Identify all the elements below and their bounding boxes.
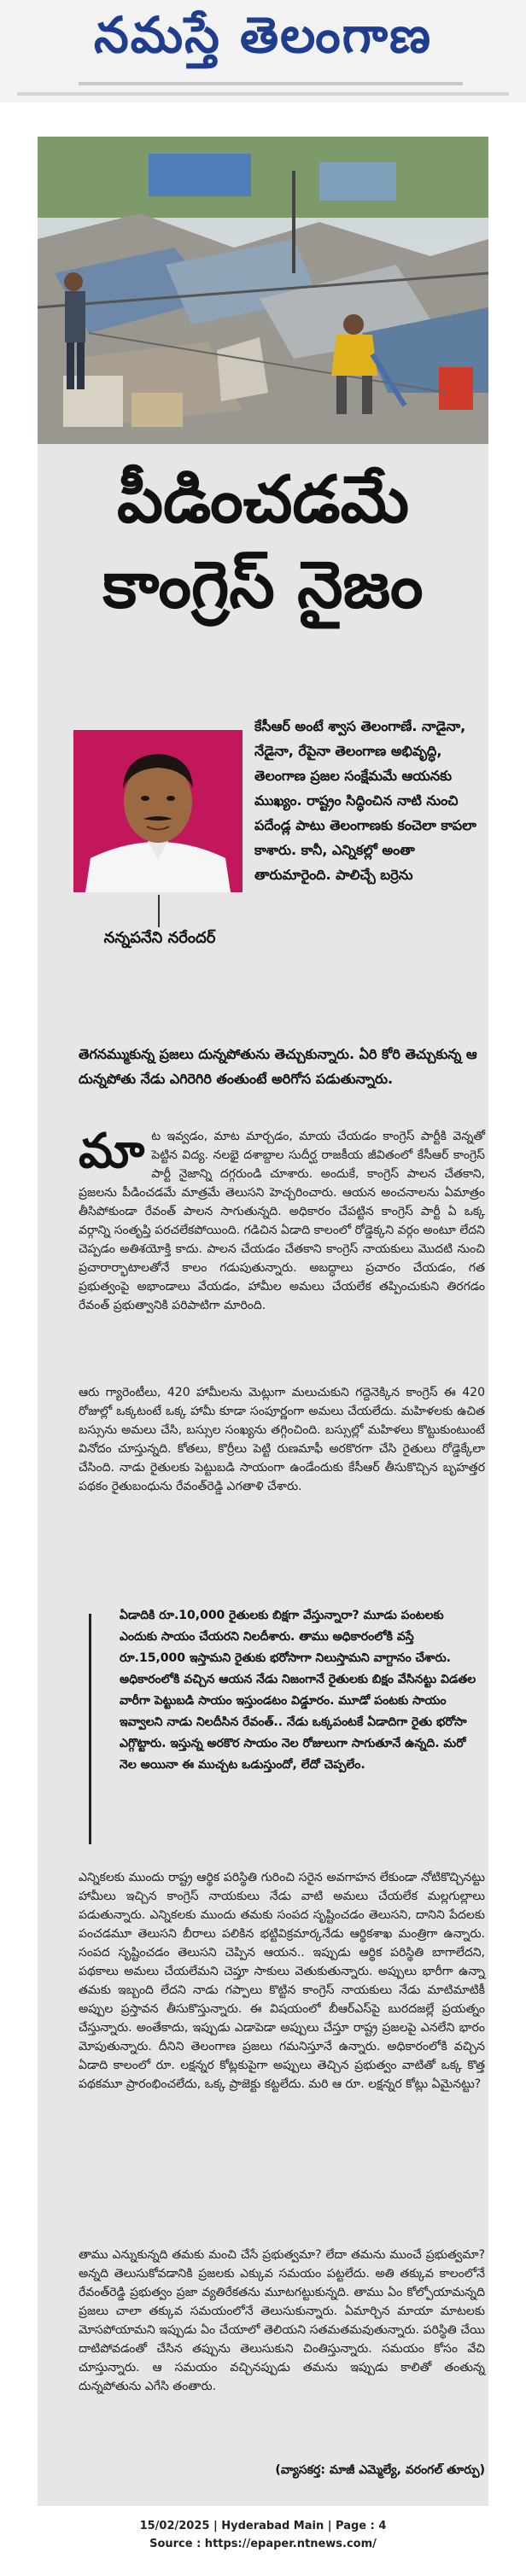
- author-photo: [73, 730, 243, 892]
- pull-quote-rule: [89, 1614, 91, 1844]
- author-byline: (వ్యాసకర్త: మాజీ ఎమ్మెల్యే, వరంగల్ తూర్పు): [275, 2463, 485, 2477]
- pull-quote-text: ఏడాదికి రూ.10,000 రైతులకు బిక్షగా వేస్తున్నారా? మూడు పంటలకు ఎందుకు సాయం చేయరని నిలదీశారు. తాము అధికారంలోకి వస్తే రూ.15,000 ఇస్తామని రైతుకు భరోసాగా నిలుస్తామని వాగ్దానం చేశారు. అధికారంలోకి వచ్చిన ఆయన నేడు నిజంగానే రైతులకు బిక్షం వేసినట్టు విడతల వారీగా పెట్టుబడి సాయం ఇస్తుండటం విడ్డూరం. మూడో పంటకు సాయం ఇవ్వాలని నాడు నిలదీసిన రేవంత్.. నేడు ఒక్కపంటకే ఏడాదిగా రైతు భరోసా ఎగ్గొట్టారు. ఇస్తున్న అరకొర సాయం నెల రోజులుగా సాగుతూనే ఉన్నది. మరో నెల అయినా ఈ ముచ్చట ఒడుస్తుందో, లేదో చెప్పలేం.: [120, 1609, 476, 1772]
- article-intro: కేసీఆర్ అంటే శ్వాస తెలంగాణే. నాడైనా, నేడైనా, రేపైనా తెలంగాణ అభివృద్ధి, తెలంగాణ ప్రజల సంక్షేమమే ఆయనకు ముఖ్యం. రాష్ట్రం సిద్ధించిన నాటి నుంచి పదేండ్ల పాటు తెలంగాణకు కంచెలా కాపలా కాశారు. కానీ, ఎన్నికల్లో అంతా తారుమారైంది. పాలిచ్చే బర్రెను: [254, 718, 476, 883]
- masthead: [0, 0, 526, 102]
- article-intro-continued: తెగనమ్ముకున్న ప్రజలు దున్నపోతును తెచ్చుకున్నారు. ఏరి కోరి తెచ్చుకున్న ఆ దున్నపోతు నేడు ఎగిరెగిరి తంతుంటే అరిగోస పడుతున్నారు.: [79, 1046, 477, 1087]
- article-paragraph: తాము ఎన్నుకున్నది తమకు మంచి చేసే ప్రభుత్వమా? లేదా తమను ముంచే ప్రభుత్వమా? అన్నది తెలుసుకోవడానికి ప్రజలకు ఎక్కువ సమయం పట్టలేదు. అతి తక్కువ కాలంలోనే రేవంత్‌రెడ్డి ప్రభుత్వం ప్రజా వ్యతిరేకతను మూటగట్టుకున్నది. తాము ఏం కోల్పోయామన్నది ప్రజలు చాలా తక్కువ సమయంలోనే తెలుసుకున్నారు. ఏమార్చిన మాయా మాటలకు మోసపోయామని ఇప్పుడు ఏం చేయాలో తెలియని సతమతమవుతున్నారు. పరిస్థితి చేయి దాటిపోవడంతో చేసిన తప్పును తెలుసుకుని చింతిస్తున్నారు. సమయం కోసం వేచి చూస్తున్నారు. ఆ సమయం వచ్చినప్పుడు తమను ఇప్పుడు కాలితో తంతున్న దున్నపోతును ఎగేసి తంతారు.: [79, 2248, 485, 2393]
- pull-quote: [79, 1605, 485, 1849]
- article-paragraph: ఆరు గ్యారెంటీలు, 420 హామీలను మెట్లుగా మలుచుకుని గద్దెనెక్కిన కాంగ్రెస్ ఈ 420 రోజుల్లో ఒక్కటంటే ఒక్క హామీ కూడా సంపూర్ణంగా అమలు చేయలేదు. మహిళలకు ఉచిత బస్సును అమలు చేసి, బస్సుల సంఖ్యను తగ్గించింది. బస్సుల్లో మహిళలు కొట్టుకుంటుంటే వినోదం చూస్తున్నది. కోతలు, కొర్రీలు పెట్టి రుణమాఫీ అరకొరగా చేసి రైతులు రోడ్డెక్కేలా చేసింది. నాడు రైతులకు పెట్టుబడి సాయంగా ఉండేందుకు కేసీఆర్ తీసుకొచ్చిన బృహత్తర పథకం రైతుబంధును రేవంత్‌రెడ్డి ఎగతాళి చేశారు.: [79, 1386, 485, 1493]
- source-link[interactable]: Source : https://epaper.ntnews.com/: [149, 2538, 377, 2550]
- masthead-rule: [17, 92, 509, 96]
- masthead-title: నమస్తే తెలంగాణ: [94, 6, 432, 64]
- headline-line: కాంగ్రెస్ నైజం: [102, 546, 424, 622]
- article-paragraph: ఎన్నికలకు ముందు రాష్ట్ర ఆర్థిక పరిస్థితి గురించి సరైన అవగాహన లేకుండా నోటికొచ్చినట్టు హామీలు ఇచ్చిన కాంగ్రెస్ నాయకులు నేడు వాటి అమలు చేయలేక మల్లగుల్లాలు పడుతున్నారు. ఎన్నికలకు ముందు తమకు సంపద సృష్టించడం తెలుసని, దానిని పేదలకు పంచడమూ తెలుసని బీరాలు పలికిన భట్టివిక్రమార్కనేడు ఆర్థికశాఖ మంత్రిగా ఉన్నారు. సంపద సృష్టించడం తెలుసని చెప్పిన ఆయన.. ఇప్పుడు ఆర్థిక పరిస్థితి బాగాలేదని, పథకాలు అమలు చేయలేమని చెప్తూ సాకులు వెతుకుతున్నారు. అప్పులు భారీగా ఉన్నా తమకు ఇబ్బంది లేదని నాడు గప్పాలు కొట్టిన కాంగ్రెస్ నాయకులు నేడు మాటిమాటికీ అప్పుల ప్రస్తావన తీసుకొస్తున్నారు. ఈ విషయంలో బీఆర్ఎస్‌పై బురదజల్లే ప్రయత్నం చేస్తున్నారు. అంతేకాదు, ఇప్పుడు ఎడాపెడా అప్పులు చేస్తూ రాష్ట్ర ప్రజలపై ఎనలేని భారం మోపుతున్నారు. దీనిని తెలంగాణ ప్రజలు గమనిస్తూనే ఉన్నారు. అధికారంలోకి వచ్చిన ఏడాది కాలంలో రూ. లక్షన్నర కోట్లకుపైగా అప్పులు తెచ్చిన ప్రభుత్వం వాటితో ఒక్క కొత్త పథకమూ ప్రారంభించలేదు, ఒక్క ప్రాజెక్టు కట్టలేదు. మరి ఆ రూ. లక్షన్నర కోట్లు ఏమైనట్టు?: [79, 1871, 485, 2091]
- author-divider: [158, 895, 160, 927]
- headline-line: పీడించడమే: [116, 461, 410, 537]
- drop-cap: మా: [79, 1123, 145, 1179]
- page-info: 15/02/2025 | Hyderabad Main | Page : 4: [139, 2520, 387, 2532]
- paragraph-text: ట ఇవ్వడం, మాట మార్చడం, మాయ చేయడం కాంగ్రెస్ పార్టీకి వెన్నతో పెట్టిన విద్య. నలభై దశాబ్దాల సుదీర్ఘ రాజకీయ జీవితంలో కేసీఆర్ కాంగ్రెస్ పార్టీ నైజాన్ని దగ్గరుండి చూశారు. అందుకే, కాంగ్రెస్ పాలన చేతకాని, ప్రజలను పీడించడమే మాత్రమే తెలుసని హెచ్చరించారు. ఆయన అంచనాలను ఏమాత్రం తీసిపోకుండా రేవంత్ పాలన సాగుతున్నది. అధికారం చేపట్టిన కాంగ్రెస్ పార్టీ ఏ ఒక్క వర్గాన్ని సంతృప్తి పరచలేకపోయింది. గడిచిన ఏడాది కాలంలో రోడ్డెక్కని వర్గం అంటూ లేదని చెప్పడం అతిశయోక్తి కాదు. పాలన చేయడం చేతకాని కాంగ్రెస్ నాయకులు మొదటి నుంచి ప్రచారార్భాటాలతోనే కాలం గడుపుతున్నారు. అబద్ధాలు ప్రచారం చేయడం, గత ప్రభుత్వంపై అభాండాలు వేయడం, హామీల అమలు చేయలేక తప్పించుకుని తిరగడం రేవంత్ ప్రభుత్వానికి పరిపాటిగా మారింది.: [79, 1130, 485, 1312]
- article-paragraph: [79, 1123, 485, 1315]
- article-photo: [38, 137, 488, 444]
- author-name: నన్నపనేని నరేందర్: [103, 929, 216, 947]
- article-headline: [38, 457, 488, 628]
- masthead-rule: [79, 82, 463, 85]
